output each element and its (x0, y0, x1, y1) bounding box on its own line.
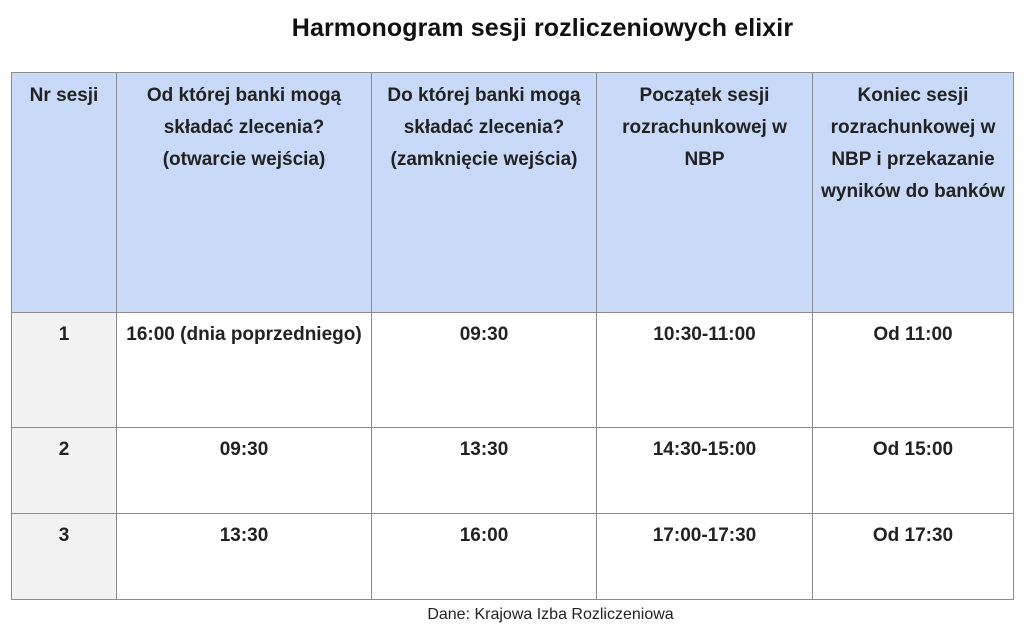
session-schedule-table (11, 72, 1014, 600)
page-title: Harmonogram sesji rozliczeniowych elixir (291, 14, 794, 42)
header-session-number: Nr sesji (12, 73, 117, 313)
table-row (12, 514, 1014, 600)
source-note: Dane: Krajowa Izba Rozliczeniowa (427, 606, 674, 623)
settlement-end-cell: Od 15:00 (813, 428, 1014, 514)
input-closing-cell: 13:30 (372, 428, 597, 514)
input-closing-cell: 16:00 (372, 514, 597, 600)
header-input-closing: Do której banki mogą składać zlecenia? (zamknięcie wejścia) (372, 73, 597, 313)
input-opening-cell: 13:30 (117, 514, 372, 600)
session-number-cell: 3 (12, 514, 117, 600)
header-settlement-end: Koniec sesji rozrachunkowej w NBP i przekazanie wyników do banków (813, 73, 1014, 313)
header-settlement-start: Początek sesji rozrachunkowej w NBP (597, 73, 813, 313)
settlement-end-cell: Od 17:30 (813, 514, 1014, 600)
table-row (12, 313, 1014, 428)
table-header-row (12, 73, 1014, 313)
settlement-end-cell: Od 11:00 (813, 313, 1014, 428)
input-opening-cell: 09:30 (117, 428, 372, 514)
table-row (12, 428, 1014, 514)
header-input-opening: Od której banki mogą składać zlecenia? (otwarcie wejścia) (117, 73, 372, 313)
session-number-cell: 1 (12, 313, 117, 428)
settlement-start-cell: 10:30-11:00 (597, 313, 813, 428)
settlement-start-cell: 17:00-17:30 (597, 514, 813, 600)
input-opening-cell: 16:00 (dnia poprzedniego) (117, 313, 372, 428)
session-number-cell: 2 (12, 428, 117, 514)
settlement-start-cell: 14:30-15:00 (597, 428, 813, 514)
input-closing-cell: 09:30 (372, 313, 597, 428)
